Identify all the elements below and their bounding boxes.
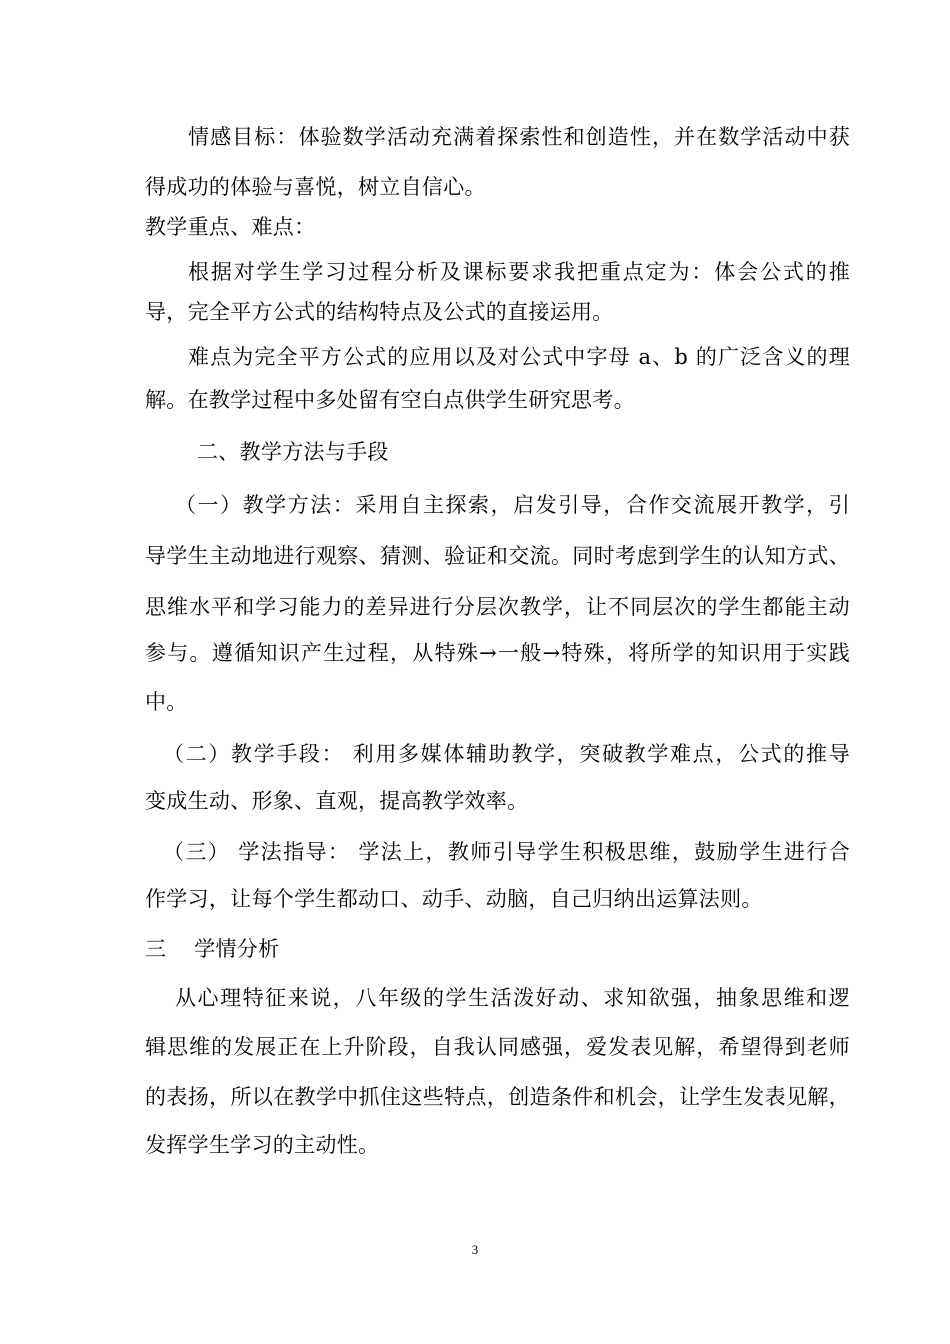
paragraph-line: 从心理特征来说，八年级的学生活泼好动、求知欲强，抽象思维和逻 xyxy=(175,986,850,1010)
paragraph-line: 变成生动、形象、直观，提高教学效率。 xyxy=(145,789,529,813)
paragraph-line: 作学习，让每个学生都动口、动手、动脑，自己归纳出运算法则。 xyxy=(145,887,763,911)
section-heading: 三 学情分析 xyxy=(145,937,280,961)
paragraph-line: 思维水平和学习能力的差异进行分层次教学，让不同层次的学生都能主动 xyxy=(145,595,850,619)
section-heading: 教学重点、难点： xyxy=(145,215,316,239)
paragraph-line: 辑思维的发展正在上升阶段，自我认同感强，爱发表见解，希望得到老师 xyxy=(145,1035,850,1059)
paragraph-line: 导，完全平方公式的结构特点及公式的直接运用。 xyxy=(145,300,614,324)
paragraph-line: 发挥学生学习的主动性。 xyxy=(145,1133,380,1157)
paragraph-line: 参与。遵循知识产生过程，从特殊→一般→特殊，将所学的知识用于实践 xyxy=(145,641,850,665)
paragraph-line: 得成功的体验与喜悦，树立自信心。 xyxy=(145,175,486,199)
paragraph-line: 难点为完全平方公式的应用以及对公式中字母 a、b 的广泛含义的理 xyxy=(188,345,850,369)
paragraph-line: （二）教学手段： 利用多媒体辅助教学，突破教学难点，公式的推导 xyxy=(163,742,850,766)
paragraph-line: （一）教学方法：采用自主探索，启发引导，合作交流展开教学，引 xyxy=(175,493,850,517)
paragraph-line: 情感目标：体验数学活动充满着探索性和创造性，并在数学活动中获 xyxy=(188,125,850,149)
paragraph-line: 解。在教学过程中多处留有空白点供学生研究思考。 xyxy=(145,388,635,412)
paragraph-line: 导学生主动地进行观察、猜测、验证和交流。同时考虑到学生的认知方式、 xyxy=(145,544,850,568)
paragraph-line: 中。 xyxy=(145,690,188,714)
section-heading: 二、教学方法与手段 xyxy=(197,440,389,464)
paragraph-line: 根据对学生学习过程分析及课标要求我把重点定为：体会公式的推 xyxy=(188,260,850,284)
paragraph-line: 的表扬，所以在教学中抓住这些特点，创造条件和机会，让学生发表见解， xyxy=(145,1085,850,1109)
page-number: 3 xyxy=(471,1242,479,1257)
paragraph-line: （三） 学法指导： 学法上，教师引导学生积极思维，鼓励学生进行合 xyxy=(163,840,850,864)
